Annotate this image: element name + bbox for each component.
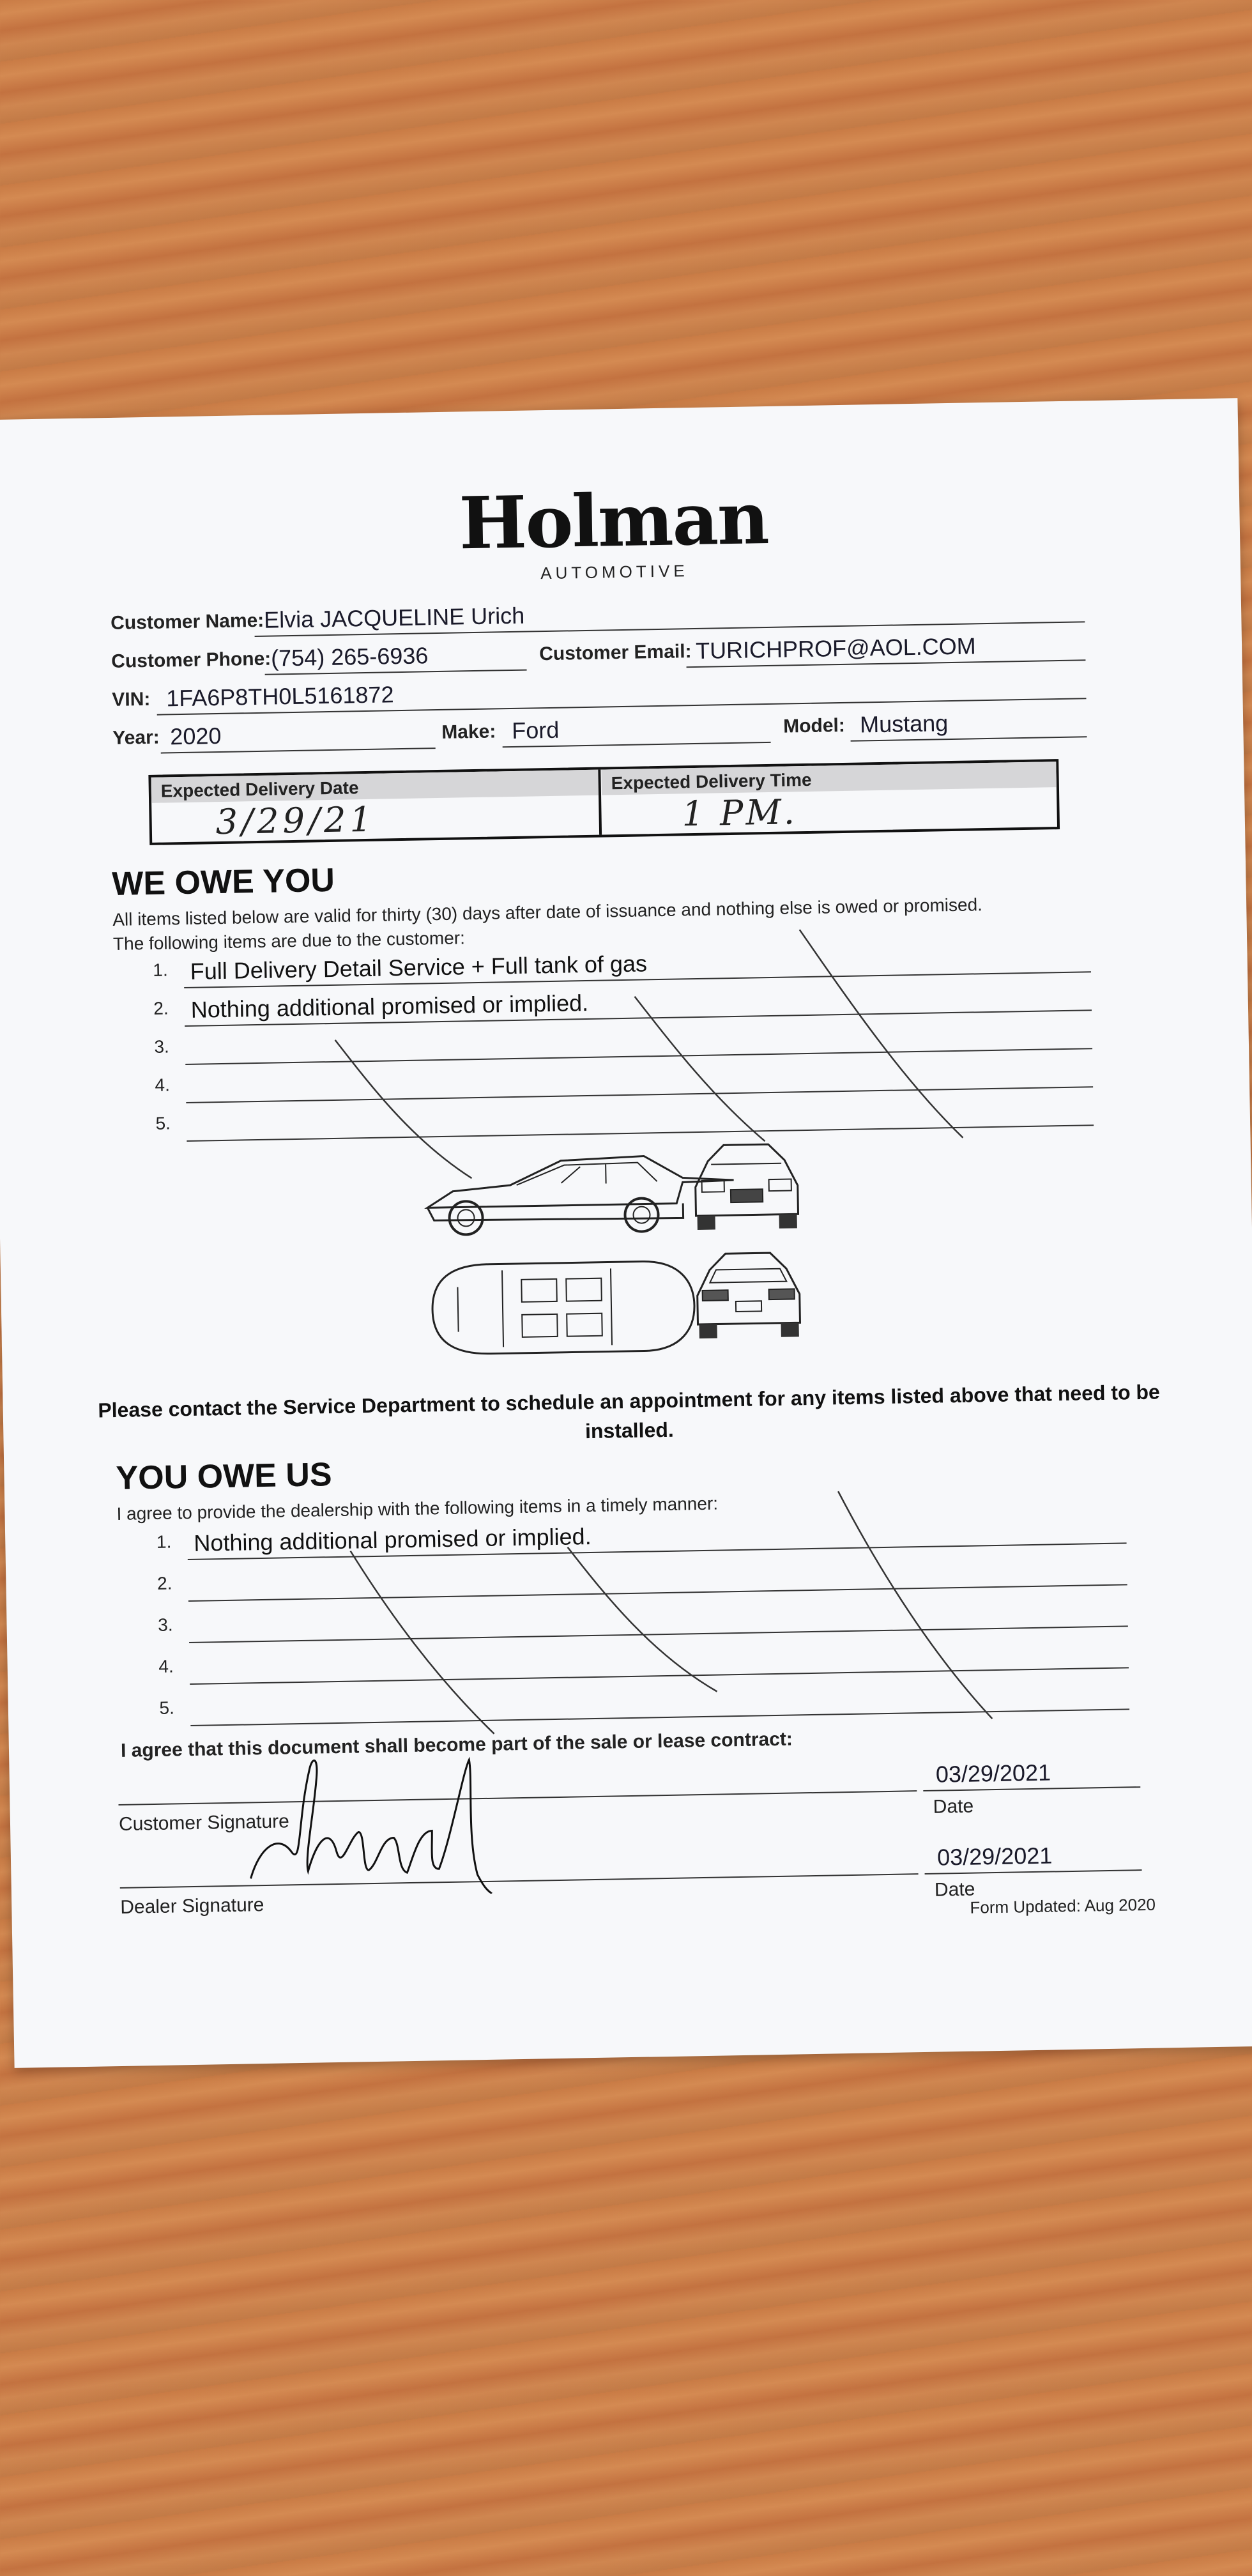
dealer-date-label: Date — [934, 1878, 975, 1901]
form-paper — [0, 398, 1252, 2068]
signature-scribble — [239, 1740, 523, 1898]
customer-email-label: Customer Email: — [538, 641, 692, 665]
make-value: Ford — [511, 716, 560, 744]
we-owe-title: WE OWE YOU — [111, 861, 335, 903]
car-top-icon — [419, 1251, 702, 1365]
we-owe-num-3: 3. — [154, 1036, 170, 1057]
make-label: Make: — [441, 721, 496, 743]
we-owe-subintro: The following items are due to the customer: — [112, 928, 466, 954]
year-value: 2020 — [169, 722, 222, 750]
we-owe-item-2: Nothing additional promised or implied. — [190, 989, 589, 1023]
year-label: Year: — [112, 726, 160, 749]
dealer-signature-label: Dealer Signature — [120, 1894, 264, 1918]
brand-logo: Holman — [458, 476, 769, 566]
delivery-date-value: 3/29/21 — [215, 799, 376, 843]
we-owe-num-5: 5. — [155, 1113, 171, 1133]
we-owe-item-1: Full Delivery Detail Service + Full tank of gas — [190, 950, 648, 985]
customer-name-value: Elvia JACQUELINE Urich — [263, 602, 525, 633]
vin-label: VIN: — [112, 688, 151, 710]
delivery-time-value: 1 PM. — [682, 792, 798, 834]
you-owe-intro: I agree to provide the dealership with the following items in a timely manner: — [116, 1493, 719, 1524]
vin-value: 1FA6P8TH0L5161872 — [165, 681, 394, 712]
brand-subtitle: AUTOMOTIVE — [540, 561, 689, 583]
delivery-date-label: Expected Delivery Date — [160, 778, 359, 801]
you-owe-item-1: Nothing additional promised or implied. — [194, 1523, 592, 1556]
we-owe-num-4: 4. — [155, 1075, 171, 1095]
car-front-icon — [688, 1134, 805, 1232]
customer-date-label: Date — [933, 1795, 974, 1818]
agreement-text: I agree that this document shall become part of the sale or lease contract: — [120, 1728, 793, 1761]
delivery-time-label: Expected Delivery Time — [611, 769, 812, 793]
customer-date-value: 03/29/2021 — [935, 1759, 1051, 1788]
customer-email-value: TURICHPROF@AOL.COM — [695, 632, 976, 664]
you-owe-num-5: 5. — [159, 1698, 175, 1718]
customer-phone-value: (754) 265-6936 — [270, 642, 429, 671]
we-owe-intro: All items listed below are valid for thirty (30) days after date of issuance and nothing else is owed or promised. — [112, 894, 983, 930]
model-value: Mustang — [859, 710, 949, 738]
dealer-date-value: 03/29/2021 — [936, 1842, 1053, 1871]
you-owe-num-4: 4. — [158, 1656, 174, 1676]
customer-signature-label: Customer Signature — [118, 1811, 290, 1835]
service-note: Please contact the Service Department to schedule an appointment for any items listed above that need to be installed. — [98, 1380, 1161, 1443]
you-owe-num-3: 3. — [157, 1614, 173, 1635]
customer-phone-label: Customer Phone: — [111, 648, 271, 672]
form-updated: Form Updated: Aug 2020 — [970, 1894, 1156, 1917]
you-owe-title: YOU OWE US — [116, 1456, 333, 1497]
model-label: Model: — [782, 714, 846, 737]
car-rear-icon — [690, 1243, 807, 1340]
we-owe-num-1: 1. — [153, 960, 168, 980]
we-owe-num-2: 2. — [153, 998, 169, 1018]
you-owe-num-1: 1. — [156, 1531, 172, 1552]
you-owe-num-2: 2. — [156, 1573, 172, 1593]
customer-name-label: Customer Name: — [110, 610, 264, 634]
